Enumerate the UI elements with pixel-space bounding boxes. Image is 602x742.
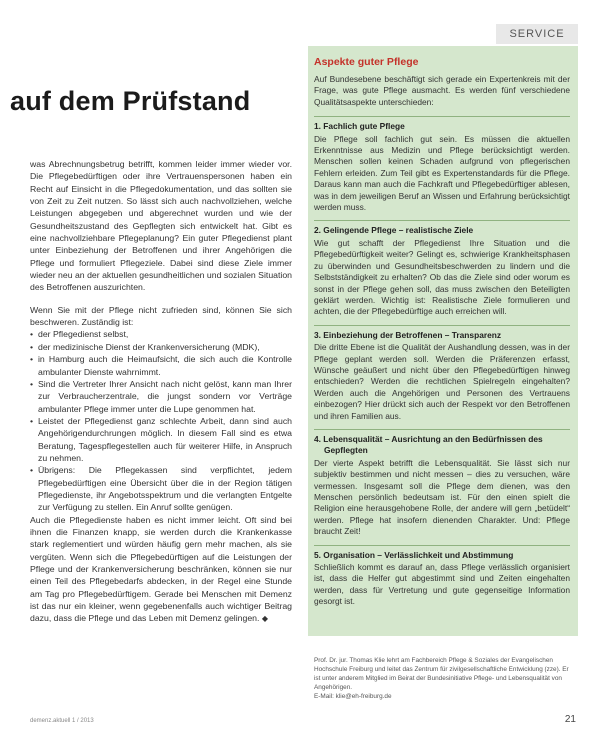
divider bbox=[314, 545, 570, 546]
end-mark-icon: ◆ bbox=[261, 614, 268, 624]
sidebar-section bbox=[314, 121, 570, 213]
section-label: SERVICE bbox=[496, 24, 578, 44]
list-item: • Sind die Vertreter Ihrer Ansicht nach nicht gelöst, kann man Ihrer zur Verbraucherzentrale, die jungst sondern vor Verträge ambulanter Pflege immer unter die Lupe genommen hat. bbox=[30, 378, 292, 415]
sidebar-section-body: Schließlich kommt es darauf an, dass Pflege verlässlich organisiert ist, dass die Helfer gut abgestimmt sind und Zeiten eingehalten werden, dass für Vertretung und gute gegenseitige Information gesorgt ist. bbox=[314, 562, 570, 607]
sidebar-section-heading: 5. Organisation – Verlässlichkeit und Abstimmung bbox=[314, 549, 514, 560]
article-paragraph: Auch die Pflegedienste haben es nicht immer leicht. Oft sind bei ihnen die Finanzen knapp, sie werden durch die Krankenkasse stark reglementiert und würden häufig gern mehr machen, als sie vergüten. Wenn sich die Pflegebedürftigen auf die Leistungen der Pflege und der Krankenversicherung beschränken, können sie nur einen Teil des Pflegebedarfs abdecken, in der Regel eine Stunde am Tag pro Pflegebedürftigem. Gerade bei Menschen mit Demenz ist das nur ein kleiner, wenn gegebenenfalls auch wichtiger Beitrag dazu, dass die Pflege und das Leben mit Demenz gelingen. ◆ bbox=[30, 514, 292, 624]
sidebar-section-body: Die Pflege soll fachlich gut sein. Es müssen die aktuellen Erkenntnisse aus Medizin und Pflege berücksichtigt werden. Menschen sollen keinen Schaden aufgrund von pflegerischen Fehlern erleiden. Zum Teil gibt es Expertenstandards für die Pflege. Daraus kann man auch die Fachkraft und Pflegebedürftiger ablesen, was in dem jeweiligen Beruf an Wissen und Erfahrung berücksichtigt werden muss. bbox=[314, 133, 570, 213]
sidebar-section-body: Die dritte Ebene ist die Qualität der Aushandlung dessen, was in der Pflege geplant werden soll. Werden die Präferenzen erfasst, Wünsche geäußert und nicht über den Pflegebedürftigen hinweg entschieden? Werden die rechtlichen Spielregeln eingehalten? Werden auch die Angehörigen und Personen des Vertrauens einbezogen? Hier drückt sich auch der Respekt vor den Betroffenen und ihren Familien aus. bbox=[314, 342, 570, 421]
sidebar-section-heading: 4. Lebensqualität – Ausrichtung an den Bedürfnissen des Gepflegten bbox=[314, 433, 543, 456]
author-credit bbox=[314, 656, 576, 701]
headline: auf dem Prüfstand bbox=[10, 86, 251, 116]
sidebar-intro: Auf Bundesebene beschäftigt sich gerade ein Expertenkreis mit der Frage, was gute Pflege ausmacht. Es werden fünf verschiedene Qualitätsaspekte unterschieden: bbox=[314, 74, 570, 107]
list-item: • der Pflegedienst selbst, bbox=[30, 328, 292, 340]
sidebar-section-body: Der vierte Aspekt betrifft die Lebensqualität. Sie lässt sich nur subjektiv bestimmen und nicht messen – dies zu versuchen, wäre vermessen. Insgesamt soll die Pflege dem dienen, was den Menschen persönlich bedeutsam ist. Für den einen spielt die Religion eine herausgehobene Rolle, der andere will gern „betüdelt“ werden. Pflege hat insofern dienenden Charakter. Und: Pflege braucht Zeit! bbox=[314, 457, 570, 537]
list-item: • Leistet der Pflegedienst ganz schlechte Arbeit, dann sind auch Angehörigendurchrungen möglich. In diesem Fall sind es etwa Beratung, Tagespflegestellen auch für weiterer Hilfe, in Anspruch zu nehmen. bbox=[30, 415, 292, 464]
divider bbox=[314, 325, 570, 326]
article-paragraph: was Abrechnungsbetrug betrifft, kommen leider immer wieder vor. Die Pflegebedürftigen oder ihre Vertrauenspersonen haben ein Recht auf Einsicht in die Pflegedokumentation, und das sollten sie von Zeit zu Zeit nutzen. So lässt sich auch nachvollziehen, welche Leistungen abgegeben und abgerechnet wurden und wie der Gesundheitszustand des Gepflegten sich entwickelt hat. Gibt es eine nachvollziehbare Pflegeplanung? Ein guter Pflegedienst plant unter Einbeziehung der Betroffenen und ihrer Angehörigen die Pflege und formuliert Pflegeziele. Dabei sind diese Ziele immer wieder neu an der aktuellen gesundheitlichen und sozialen Situation des Betroffenen auszurichten. bbox=[30, 159, 292, 293]
sidebar-section bbox=[314, 434, 570, 538]
sidebar-box bbox=[308, 46, 578, 636]
divider bbox=[314, 220, 570, 221]
page-number: 21 bbox=[564, 714, 576, 725]
sidebar-title: Aspekte guter Pflege bbox=[314, 56, 419, 68]
sidebar-section-heading: 1. Fachlich gute Pflege bbox=[314, 121, 405, 132]
sidebar-section bbox=[314, 330, 570, 422]
sidebar-section bbox=[314, 550, 570, 608]
complaint-list bbox=[30, 328, 292, 513]
author-credit-text: Prof. Dr. jur. Thomas Klie lehrt am Fachbereich Pflege & Soziales der Evangelischen Hochschule Freiburg und leitet das Zentrum für zivilgesellschaftliche Entwicklung (zze). Er ist unter anderem Mitglied im Beirat der Bundesinitiative Pflege- und Lebensqualität von Angehörigen. bbox=[314, 657, 569, 691]
divider bbox=[314, 116, 570, 117]
sidebar-section-body: Wie gut schafft der Pflegedienst Ihre Situation und die Pflegebedürftigkeit weiter? Gelingt es, schwierige Krankheitsphasen zu überwinden und Gesundheitsbeschwerden zu lindern und die Selbstständigkeit zu erhalten? Ob das die Ziele sind oder worum es sonst in der Pflege gehen soll, das muss zwischen den Beteiligten geklärt werden. Wichtig ist: Realistische Ziele formulieren und achten, die der Pflegebedürftige auch erreichen will. bbox=[314, 237, 570, 317]
footer-publication: demenz.aktuell 1 / 2013 bbox=[30, 718, 94, 724]
author-email: E-Mail: klie@eh-freiburg.de bbox=[314, 693, 392, 700]
sidebar-section bbox=[314, 225, 570, 317]
sidebar-section-heading: 3. Einbeziehung der Betroffenen – Transparenz bbox=[314, 329, 502, 340]
article-paragraph: Wenn Sie mit der Pflege nicht zufrieden sind, können Sie sich beschweren. Zuständig ist: bbox=[30, 304, 292, 328]
article-body bbox=[30, 158, 292, 636]
sidebar-section-heading: 2. Gelingende Pflege – realistische Ziele bbox=[314, 225, 474, 236]
list-item: • der medizinische Dienst der Krankenversicherung (MDK), bbox=[30, 341, 292, 353]
list-item: • in Hamburg auch die Heimaufsicht, die sich auch die Kontrolle ambulanter Dienste wahrnimmt. bbox=[30, 353, 292, 378]
list-item: • Übrigens: Die Pflegekassen sind verpflichtet, jedem Pflegebedürftigen eine Übersicht über die in der Region tätigen Pflegedienste, ihr Angebotsspektrum und die verlangten Entgelte zur Verfügung zu stellen. Ein Anruf sollte genügen. bbox=[30, 464, 292, 513]
divider bbox=[314, 429, 570, 430]
